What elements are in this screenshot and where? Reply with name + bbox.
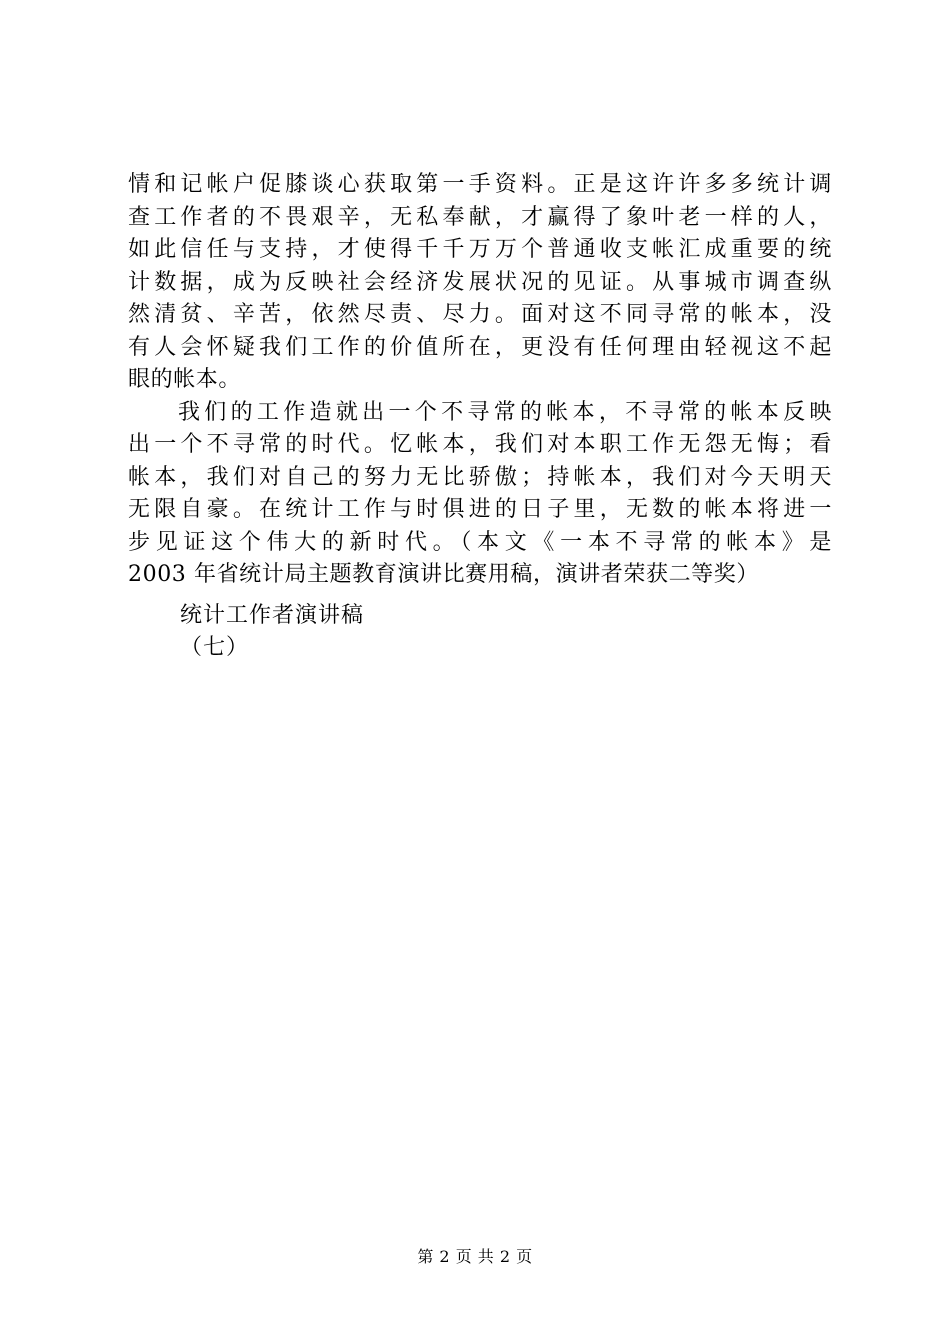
paragraph-line: 我们的工作造就出一个不寻常的帐本，不寻常的帐本反映 (178, 399, 832, 425)
page-footer: 第 2 页 共 2 页 (417, 1247, 533, 1266)
paragraph-line: 2003 年省统计局主题教育演讲比赛用稿，演讲者荣获二等奖） (128, 562, 759, 587)
paragraph-line: 帐本，我们对自己的努力无比骄傲；持帐本，我们对今天明天 (128, 464, 832, 490)
paragraph-1 (128, 169, 832, 397)
body-text (128, 169, 832, 592)
paragraph-line: 情和记帐户促膝谈心获取第一手资料。正是这许许多多统计调 (128, 172, 832, 197)
paragraph-line: 有人会怀疑我们工作的价值所在，更没有任何理由轻视这不起 (128, 334, 832, 360)
paragraph-line: 眼的帐本。 (128, 367, 242, 392)
paragraph-line: 出一个不寻常的时代。忆帐本，我们对本职工作无怨无悔；看 (128, 432, 832, 457)
paragraph-line: 计数据，成为反映社会经济发展状况的见证。从事城市调查纵 (128, 269, 832, 295)
paragraph-line: 无限自豪。在统计工作与时俱进的日子里，无数的帐本将进一 (128, 497, 832, 522)
section-title: 统计工作者演讲稿 (180, 603, 365, 628)
section-heading (180, 600, 364, 664)
paragraph-line: 如此信任与支持，才使得千千万万个普通收支帐汇成重要的统 (128, 237, 832, 262)
paragraph-line: 查工作者的不畏艰辛，无私奉献，才赢得了象叶老一样的人， (128, 204, 832, 230)
paragraph-line: 步见证这个伟大的新时代。（本文《一本不寻常的帐本》是 (128, 529, 832, 555)
section-number: （七） (180, 635, 250, 660)
paragraph-line: 然清贫、辛苦，依然尽责、尽力。面对这不同寻常的帐本，没 (128, 302, 832, 327)
paragraph-2 (128, 397, 832, 592)
